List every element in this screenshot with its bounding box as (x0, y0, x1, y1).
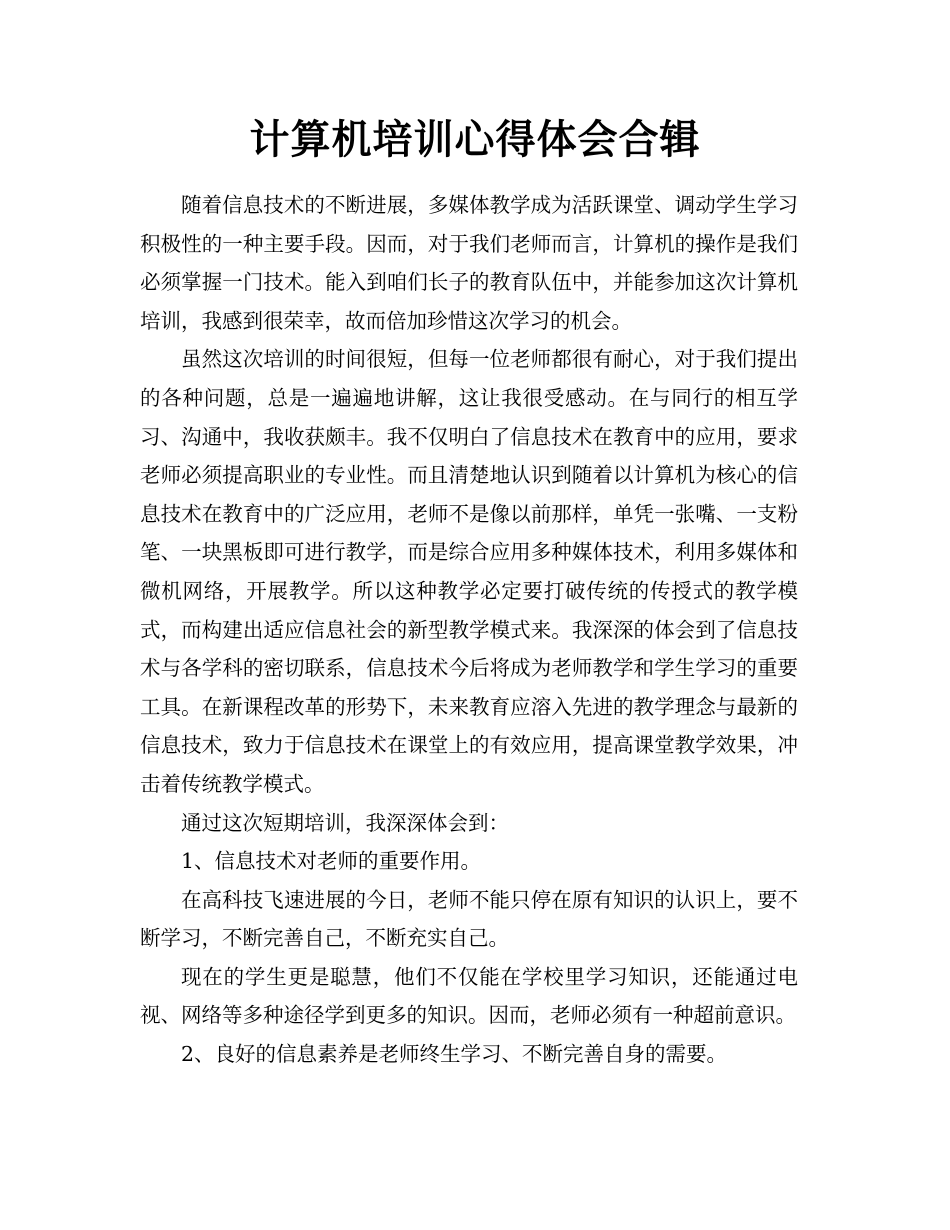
paragraph: 现在的学生更是聪慧，他们不仅能在学校里学习知识，还能通过电视、网络等多种途径学到更多的知识。因而，老师必须有一种超前意识。 (140, 964, 798, 1028)
document-body (140, 186, 798, 1074)
list-heading: 2、良好的信息素养是老师终生学习、不断完善自身的需要。 (181, 1042, 728, 1067)
paragraph: 在高科技飞速进展的今日，老师不能只停在原有知识的认识上，要不断学习，不断完善自己，不断充实自己。 (140, 887, 798, 951)
paragraph: 随着信息技术的不断进展，多媒体教学成为活跃课堂、调动学生学习积极性的一种主要手段。因而，对于我们老师而言，计算机的操作是我们必须掌握一门技术。能入到咱们长子的教育队伍中，并能参加这次计算机培训，我感到很荣幸，故而倍加珍惜这次学习的机会。 (140, 193, 798, 333)
list-heading: 1、信息技术对老师的重要作用。 (181, 849, 482, 874)
paragraph: 通过这次短期培训，我深深体会到： (181, 810, 509, 835)
document-title: 计算机培训心得体会合辑 (249, 116, 701, 163)
paragraph: 虽然这次培训的时间很短，但每一位老师都很有耐心，对于我们提出的各种问题，总是一遍遍地讲解，这让我很受感动。在与同行的相互学习、沟通中，我收获颇丰。我不仅明白了信息技术在教育中的应用，要求老师必须提高职业的专业性。而且清楚地认识到随着以计算机为核心的信息技术在教育中的广泛应用，老师不是像以前那样，单凭一张嘴、一支粉笔、一块黑板即可进行教学，而是综合应用多种媒体技术，利用多媒体和微机网络，开展教学。所以这种教学必定要打破传统的传授式的教学模式，而构建出适应信息社会的新型教学模式来。我深深的体会到了信息技术与各学科的密切联系，信息技术今后将成为老师教学和学生学习的重要工具。在新课程改革的形势下，未来教育应溶入先进的教学理念与最新的信息技术，致力于信息技术在课堂上的有效应用，提高课堂教学效果，冲击着传统教学模式。 (140, 347, 798, 796)
